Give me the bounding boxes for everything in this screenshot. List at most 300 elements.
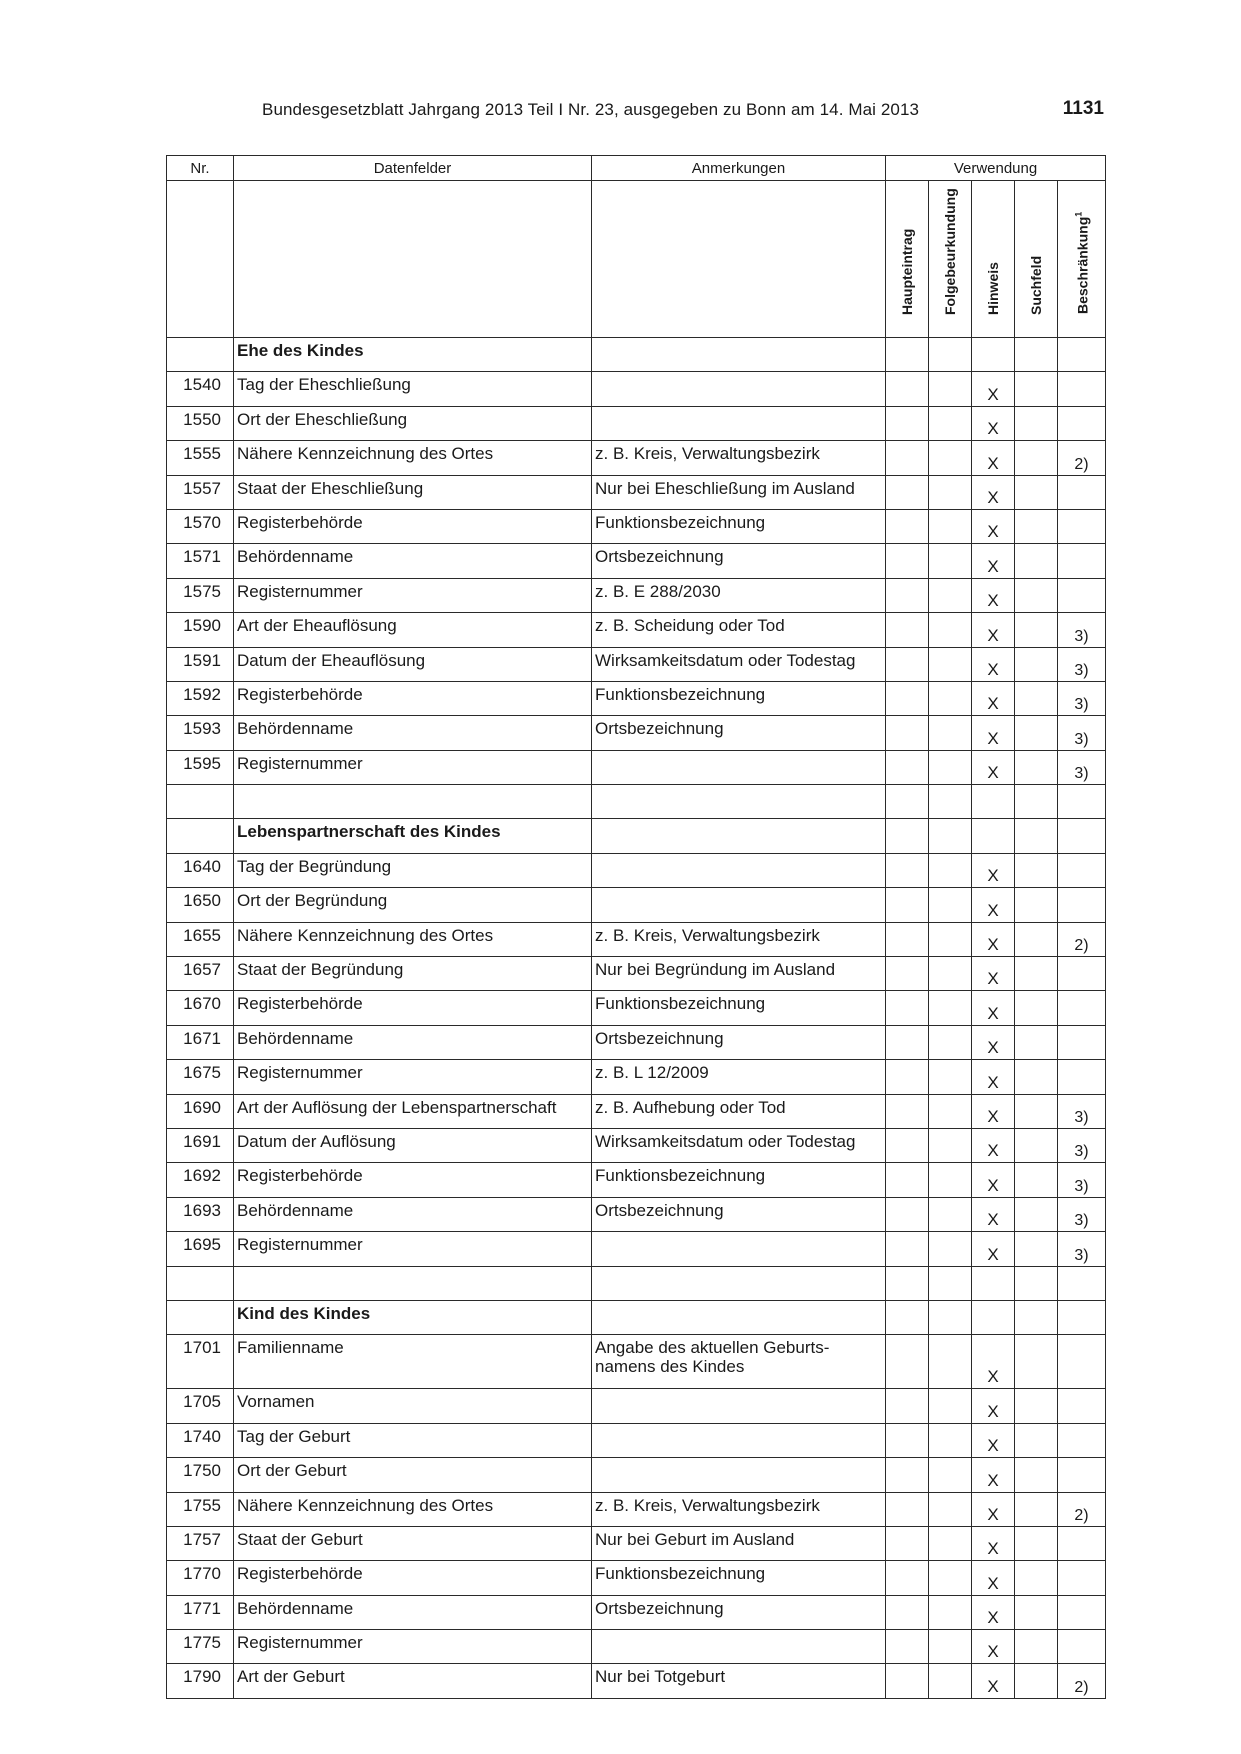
cell-beschraenkung: 2) [1058, 922, 1106, 956]
cell-hinweis: X [972, 1389, 1015, 1423]
cell-folgebeurkundung [929, 819, 972, 853]
cell-folgebeurkundung [929, 785, 972, 819]
cell-nr: 1770 [167, 1561, 234, 1595]
cell-beschraenkung [1058, 406, 1106, 440]
cell-folgebeurkundung [929, 475, 972, 509]
cell-folgebeurkundung [929, 578, 972, 612]
cell-suchfeld [1015, 1300, 1058, 1334]
cell-anmerkung: Funktionsbezeichnung [592, 509, 886, 543]
cell-anmerkung [592, 750, 886, 784]
cell-anmerkung: z. B. Scheidung oder Tod [592, 613, 886, 647]
table-row [167, 509, 1106, 543]
cell-beschraenkung [1058, 1300, 1106, 1334]
cell-suchfeld [1015, 338, 1058, 372]
col-header-anmerkungen: Anmerkungen [592, 156, 886, 181]
cell-haupteintrag [886, 1458, 929, 1492]
cell-anmerkung: Nur bei Totgeburt [592, 1664, 886, 1698]
cell-suchfeld [1015, 544, 1058, 578]
cell-haupteintrag [886, 338, 929, 372]
cell-folgebeurkundung [929, 1492, 972, 1526]
subheader-beschraenkung-label [1073, 212, 1090, 314]
cell-haupteintrag [886, 1630, 929, 1664]
table-row [167, 1389, 1106, 1423]
cell-suchfeld [1015, 1630, 1058, 1664]
cell-nr: 1640 [167, 853, 234, 887]
cell-hinweis: X [972, 922, 1015, 956]
cell-suchfeld [1015, 1266, 1058, 1300]
cell-haupteintrag [886, 1492, 929, 1526]
cell-nr [167, 1266, 234, 1300]
cell-anmerkung: z. B. E 288/2030 [592, 578, 886, 612]
cell-folgebeurkundung [929, 544, 972, 578]
cell-hinweis: X [972, 544, 1015, 578]
cell-haupteintrag [886, 1128, 929, 1162]
cell-anmerkung: z. B. Kreis, Verwaltungsbezirk [592, 1492, 886, 1526]
cell-haupteintrag [886, 853, 929, 887]
cell-datenfeld: Datum der Eheauflösung [234, 647, 592, 681]
cell-anmerkung: Ortsbezeichnung [592, 1595, 886, 1629]
page-number: 1131 [1062, 98, 1104, 119]
cell-hinweis: X [972, 1423, 1015, 1457]
cell-datenfeld: Lebenspartnerschaft des Kindes [234, 819, 592, 853]
cell-datenfeld: Art der Geburt [234, 1664, 592, 1698]
cell-anmerkung: z. B. Aufhebung oder Tod [592, 1094, 886, 1128]
cell-suchfeld [1015, 922, 1058, 956]
table-row [167, 1025, 1106, 1059]
cell-nr: 1691 [167, 1128, 234, 1162]
cell-beschraenkung: 2) [1058, 1492, 1106, 1526]
table-row [167, 475, 1106, 509]
cell-beschraenkung [1058, 1025, 1106, 1059]
cell-folgebeurkundung [929, 750, 972, 784]
cell-suchfeld [1015, 1389, 1058, 1423]
cell-haupteintrag [886, 1163, 929, 1197]
cell-hinweis: X [972, 1630, 1015, 1664]
table-row [167, 1595, 1106, 1629]
table-row [167, 613, 1106, 647]
cell-datenfeld: Registerbehörde [234, 681, 592, 715]
subheader-folgebeurkundung-label: Folgebeurkundung [942, 188, 958, 315]
cell-beschraenkung [1058, 1060, 1106, 1094]
cell-beschraenkung [1058, 853, 1106, 887]
cell-datenfeld: Registerbehörde [234, 509, 592, 543]
data-fields-table [166, 155, 1106, 1699]
cell-folgebeurkundung [929, 1266, 972, 1300]
table-row [167, 991, 1106, 1025]
cell-anmerkung: Ortsbezeichnung [592, 544, 886, 578]
cell-haupteintrag [886, 647, 929, 681]
cell-anmerkung [592, 853, 886, 887]
cell-anmerkung [592, 1389, 886, 1423]
cell-anmerkung: Ortsbezeichnung [592, 1025, 886, 1059]
cell-nr [167, 1300, 234, 1334]
cell-hinweis: X [972, 1526, 1015, 1560]
cell-folgebeurkundung [929, 1335, 972, 1389]
cell-datenfeld: Behördenname [234, 716, 592, 750]
table-row [167, 716, 1106, 750]
cell-datenfeld: Staat der Geburt [234, 1526, 592, 1560]
cell-anmerkung [592, 1266, 886, 1300]
cell-nr: 1591 [167, 647, 234, 681]
cell-anmerkung: Ortsbezeichnung [592, 1197, 886, 1231]
subheader-suchfeld [1015, 181, 1058, 338]
cell-nr: 1555 [167, 441, 234, 475]
cell-hinweis: X [972, 1060, 1015, 1094]
cell-hinweis: X [972, 613, 1015, 647]
cell-beschraenkung [1058, 1595, 1106, 1629]
cell-suchfeld [1015, 1458, 1058, 1492]
cell-beschraenkung: 3) [1058, 647, 1106, 681]
cell-suchfeld [1015, 1128, 1058, 1162]
cell-anmerkung: Wirksamkeitsdatum oder Todestag [592, 1128, 886, 1162]
cell-folgebeurkundung [929, 1664, 972, 1698]
cell-hinweis [972, 785, 1015, 819]
cell-datenfeld: Behördenname [234, 544, 592, 578]
cell-suchfeld [1015, 1595, 1058, 1629]
cell-datenfeld: Behördenname [234, 1197, 592, 1231]
cell-beschraenkung [1058, 1266, 1106, 1300]
cell-suchfeld [1015, 1561, 1058, 1595]
cell-datenfeld [234, 1266, 592, 1300]
cell-haupteintrag [886, 441, 929, 475]
cell-haupteintrag [886, 1025, 929, 1059]
cell-haupteintrag [886, 716, 929, 750]
cell-nr: 1705 [167, 1389, 234, 1423]
cell-anmerkung: z. B. L 12/2009 [592, 1060, 886, 1094]
table-row [167, 578, 1106, 612]
cell-nr: 1570 [167, 509, 234, 543]
cell-hinweis: X [972, 991, 1015, 1025]
cell-hinweis: X [972, 1163, 1015, 1197]
cell-beschraenkung [1058, 475, 1106, 509]
cell-nr: 1750 [167, 1458, 234, 1492]
cell-hinweis: X [972, 1561, 1015, 1595]
cell-suchfeld [1015, 647, 1058, 681]
cell-suchfeld [1015, 406, 1058, 440]
cell-beschraenkung [1058, 1458, 1106, 1492]
cell-anmerkung: z. B. Kreis, Verwaltungsbezirk [592, 922, 886, 956]
col-header-verwendung: Verwendung [886, 156, 1106, 181]
cell-suchfeld [1015, 957, 1058, 991]
cell-suchfeld [1015, 716, 1058, 750]
cell-beschraenkung [1058, 509, 1106, 543]
cell-beschraenkung: 3) [1058, 1163, 1106, 1197]
subheader-folgebeurkundung [929, 181, 972, 338]
cell-folgebeurkundung [929, 509, 972, 543]
cell-beschraenkung [1058, 578, 1106, 612]
cell-beschraenkung [1058, 1630, 1106, 1664]
section-row [167, 1300, 1106, 1334]
cell-folgebeurkundung [929, 613, 972, 647]
cell-datenfeld: Staat der Begründung [234, 957, 592, 991]
cell-beschraenkung [1058, 544, 1106, 578]
cell-beschraenkung: 2) [1058, 1664, 1106, 1698]
cell-folgebeurkundung [929, 1232, 972, 1266]
table-row [167, 544, 1106, 578]
cell-beschraenkung: 3) [1058, 1094, 1106, 1128]
cell-nr: 1540 [167, 372, 234, 406]
cell-suchfeld [1015, 372, 1058, 406]
table-row [167, 406, 1106, 440]
cell-hinweis: X [972, 1492, 1015, 1526]
cell-nr [167, 785, 234, 819]
cell-nr [167, 819, 234, 853]
cell-hinweis: X [972, 888, 1015, 922]
table-row [167, 1128, 1106, 1162]
cell-haupteintrag [886, 578, 929, 612]
table-row [167, 1197, 1106, 1231]
table-row [167, 922, 1106, 956]
cell-hinweis: X [972, 1094, 1015, 1128]
cell-datenfeld: Ort der Begründung [234, 888, 592, 922]
cell-anmerkung: Nur bei Begründung im Ausland [592, 957, 886, 991]
cell-beschraenkung: 3) [1058, 1232, 1106, 1266]
cell-suchfeld [1015, 1060, 1058, 1094]
cell-datenfeld: Ort der Eheschließung [234, 406, 592, 440]
cell-anmerkung: Funktionsbezeichnung [592, 1163, 886, 1197]
cell-anmerkung [592, 372, 886, 406]
section-row [167, 338, 1106, 372]
cell-datenfeld: Behördenname [234, 1025, 592, 1059]
table-row [167, 1492, 1106, 1526]
cell-folgebeurkundung [929, 1094, 972, 1128]
cell-hinweis [972, 1266, 1015, 1300]
cell-folgebeurkundung [929, 1300, 972, 1334]
cell-haupteintrag [886, 922, 929, 956]
cell-haupteintrag [886, 1335, 929, 1389]
cell-nr: 1650 [167, 888, 234, 922]
cell-anmerkung [592, 785, 886, 819]
table-row [167, 853, 1106, 887]
cell-datenfeld: Nähere Kennzeichnung des Ortes [234, 441, 592, 475]
cell-folgebeurkundung [929, 647, 972, 681]
cell-suchfeld [1015, 1163, 1058, 1197]
cell-anmerkung [592, 1458, 886, 1492]
cell-folgebeurkundung [929, 1423, 972, 1457]
cell-datenfeld: Tag der Begründung [234, 853, 592, 887]
page-header [262, 100, 1104, 126]
cell-suchfeld [1015, 1664, 1058, 1698]
cell-datenfeld: Ort der Geburt [234, 1458, 592, 1492]
cell-beschraenkung [1058, 338, 1106, 372]
cell-suchfeld [1015, 578, 1058, 612]
subheader-haupteintrag-label: Haupteintrag [899, 228, 915, 315]
cell-hinweis: X [972, 681, 1015, 715]
cell-datenfeld: Registernummer [234, 1630, 592, 1664]
cell-beschraenkung: 3) [1058, 613, 1106, 647]
cell-haupteintrag [886, 544, 929, 578]
cell-suchfeld [1015, 681, 1058, 715]
cell-haupteintrag [886, 1664, 929, 1698]
cell-datenfeld: Tag der Geburt [234, 1423, 592, 1457]
cell-haupteintrag [886, 1232, 929, 1266]
cell-hinweis: X [972, 509, 1015, 543]
section-row [167, 819, 1106, 853]
table-row [167, 647, 1106, 681]
cell-nr: 1655 [167, 922, 234, 956]
table-row [167, 1060, 1106, 1094]
cell-anmerkung: Funktionsbezeichnung [592, 681, 886, 715]
table-row [167, 1458, 1106, 1492]
cell-nr: 1740 [167, 1423, 234, 1457]
table-row [167, 1630, 1106, 1664]
cell-hinweis: X [972, 1025, 1015, 1059]
cell-datenfeld: Familienname [234, 1335, 592, 1389]
cell-suchfeld [1015, 441, 1058, 475]
header-spacer-datenfelder [234, 181, 592, 338]
cell-anmerkung [592, 1630, 886, 1664]
cell-haupteintrag [886, 1197, 929, 1231]
cell-beschraenkung [1058, 372, 1106, 406]
cell-haupteintrag [886, 509, 929, 543]
cell-suchfeld [1015, 785, 1058, 819]
cell-nr: 1595 [167, 750, 234, 784]
header-spacer-nr [167, 181, 234, 338]
cell-anmerkung: Funktionsbezeichnung [592, 991, 886, 1025]
table-row [167, 1335, 1106, 1389]
cell-nr: 1701 [167, 1335, 234, 1389]
cell-hinweis [972, 1300, 1015, 1334]
table-row [167, 372, 1106, 406]
cell-nr: 1775 [167, 1630, 234, 1664]
cell-nr: 1671 [167, 1025, 234, 1059]
cell-beschraenkung: 3) [1058, 750, 1106, 784]
cell-anmerkung [592, 338, 886, 372]
subheader-beschraenkung [1058, 181, 1106, 338]
cell-suchfeld [1015, 1025, 1058, 1059]
cell-anmerkung [592, 888, 886, 922]
cell-datenfeld: Registerbehörde [234, 991, 592, 1025]
cell-nr: 1550 [167, 406, 234, 440]
cell-beschraenkung [1058, 785, 1106, 819]
cell-folgebeurkundung [929, 991, 972, 1025]
cell-haupteintrag [886, 991, 929, 1025]
cell-folgebeurkundung [929, 1630, 972, 1664]
cell-datenfeld: Registerbehörde [234, 1163, 592, 1197]
subheader-suchfeld-label: Suchfeld [1028, 255, 1044, 315]
cell-beschraenkung: 3) [1058, 1197, 1106, 1231]
cell-anmerkung [592, 406, 886, 440]
cell-suchfeld [1015, 509, 1058, 543]
cell-folgebeurkundung [929, 1389, 972, 1423]
cell-nr: 1675 [167, 1060, 234, 1094]
header-spacer-anmerkungen [592, 181, 886, 338]
cell-folgebeurkundung [929, 1025, 972, 1059]
cell-haupteintrag [886, 1300, 929, 1334]
table-row [167, 957, 1106, 991]
cell-datenfeld: Registernummer [234, 1232, 592, 1266]
cell-datenfeld: Ehe des Kindes [234, 338, 592, 372]
col-header-datenfelder: Datenfelder [234, 156, 592, 181]
cell-anmerkung: Nur bei Eheschließung im Ausland [592, 475, 886, 509]
cell-hinweis: X [972, 647, 1015, 681]
cell-datenfeld: Registerbehörde [234, 1561, 592, 1595]
cell-beschraenkung: 3) [1058, 1128, 1106, 1162]
cell-folgebeurkundung [929, 716, 972, 750]
cell-folgebeurkundung [929, 406, 972, 440]
cell-hinweis: X [972, 578, 1015, 612]
cell-anmerkung: Ortsbezeichnung [592, 716, 886, 750]
table-row [167, 1094, 1106, 1128]
cell-haupteintrag [886, 681, 929, 715]
cell-folgebeurkundung [929, 1458, 972, 1492]
cell-folgebeurkundung [929, 1526, 972, 1560]
cell-beschraenkung [1058, 888, 1106, 922]
cell-nr: 1695 [167, 1232, 234, 1266]
cell-haupteintrag [886, 406, 929, 440]
cell-beschraenkung [1058, 1389, 1106, 1423]
cell-hinweis: X [972, 1232, 1015, 1266]
cell-folgebeurkundung [929, 1163, 972, 1197]
cell-beschraenkung [1058, 1561, 1106, 1595]
cell-hinweis: X [972, 1458, 1015, 1492]
cell-anmerkung: Wirksamkeitsdatum oder Todestag [592, 647, 886, 681]
cell-folgebeurkundung [929, 888, 972, 922]
cell-haupteintrag [886, 785, 929, 819]
cell-suchfeld [1015, 475, 1058, 509]
cell-anmerkung: Angabe des aktuellen Geburts- namens des Kindes [592, 1335, 886, 1389]
cell-haupteintrag [886, 372, 929, 406]
cell-haupteintrag [886, 1595, 929, 1629]
cell-haupteintrag [886, 475, 929, 509]
table-row [167, 1232, 1106, 1266]
table-row [167, 441, 1106, 475]
cell-hinweis: X [972, 475, 1015, 509]
cell-haupteintrag [886, 750, 929, 784]
cell-beschraenkung: 3) [1058, 681, 1106, 715]
cell-hinweis: X [972, 750, 1015, 784]
cell-datenfeld: Registernummer [234, 578, 592, 612]
cell-haupteintrag [886, 1266, 929, 1300]
cell-nr: 1657 [167, 957, 234, 991]
col-header-nr: Nr. [167, 156, 234, 181]
cell-nr: 1590 [167, 613, 234, 647]
cell-haupteintrag [886, 1389, 929, 1423]
table-row [167, 888, 1106, 922]
cell-nr: 1593 [167, 716, 234, 750]
table-row [167, 1266, 1106, 1300]
cell-datenfeld: Nähere Kennzeichnung des Ortes [234, 1492, 592, 1526]
cell-datenfeld: Staat der Eheschließung [234, 475, 592, 509]
cell-haupteintrag [886, 1561, 929, 1595]
cell-beschraenkung [1058, 1423, 1106, 1457]
cell-beschraenkung: 2) [1058, 441, 1106, 475]
table-row [167, 681, 1106, 715]
table-row [167, 1163, 1106, 1197]
cell-folgebeurkundung [929, 1060, 972, 1094]
cell-hinweis: X [972, 1197, 1015, 1231]
cell-datenfeld: Nähere Kennzeichnung des Ortes [234, 922, 592, 956]
cell-haupteintrag [886, 1423, 929, 1457]
cell-hinweis: X [972, 1128, 1015, 1162]
cell-nr: 1771 [167, 1595, 234, 1629]
cell-nr: 1692 [167, 1163, 234, 1197]
cell-suchfeld [1015, 1232, 1058, 1266]
cell-suchfeld [1015, 1197, 1058, 1231]
cell-folgebeurkundung [929, 1561, 972, 1595]
cell-folgebeurkundung [929, 681, 972, 715]
table-row [167, 750, 1106, 784]
cell-haupteintrag [886, 957, 929, 991]
cell-folgebeurkundung [929, 372, 972, 406]
cell-anmerkung [592, 819, 886, 853]
table-row [167, 1526, 1106, 1560]
cell-anmerkung [592, 1232, 886, 1266]
cell-hinweis [972, 338, 1015, 372]
cell-beschraenkung [1058, 957, 1106, 991]
cell-haupteintrag [886, 819, 929, 853]
cell-datenfeld: Registernummer [234, 750, 592, 784]
